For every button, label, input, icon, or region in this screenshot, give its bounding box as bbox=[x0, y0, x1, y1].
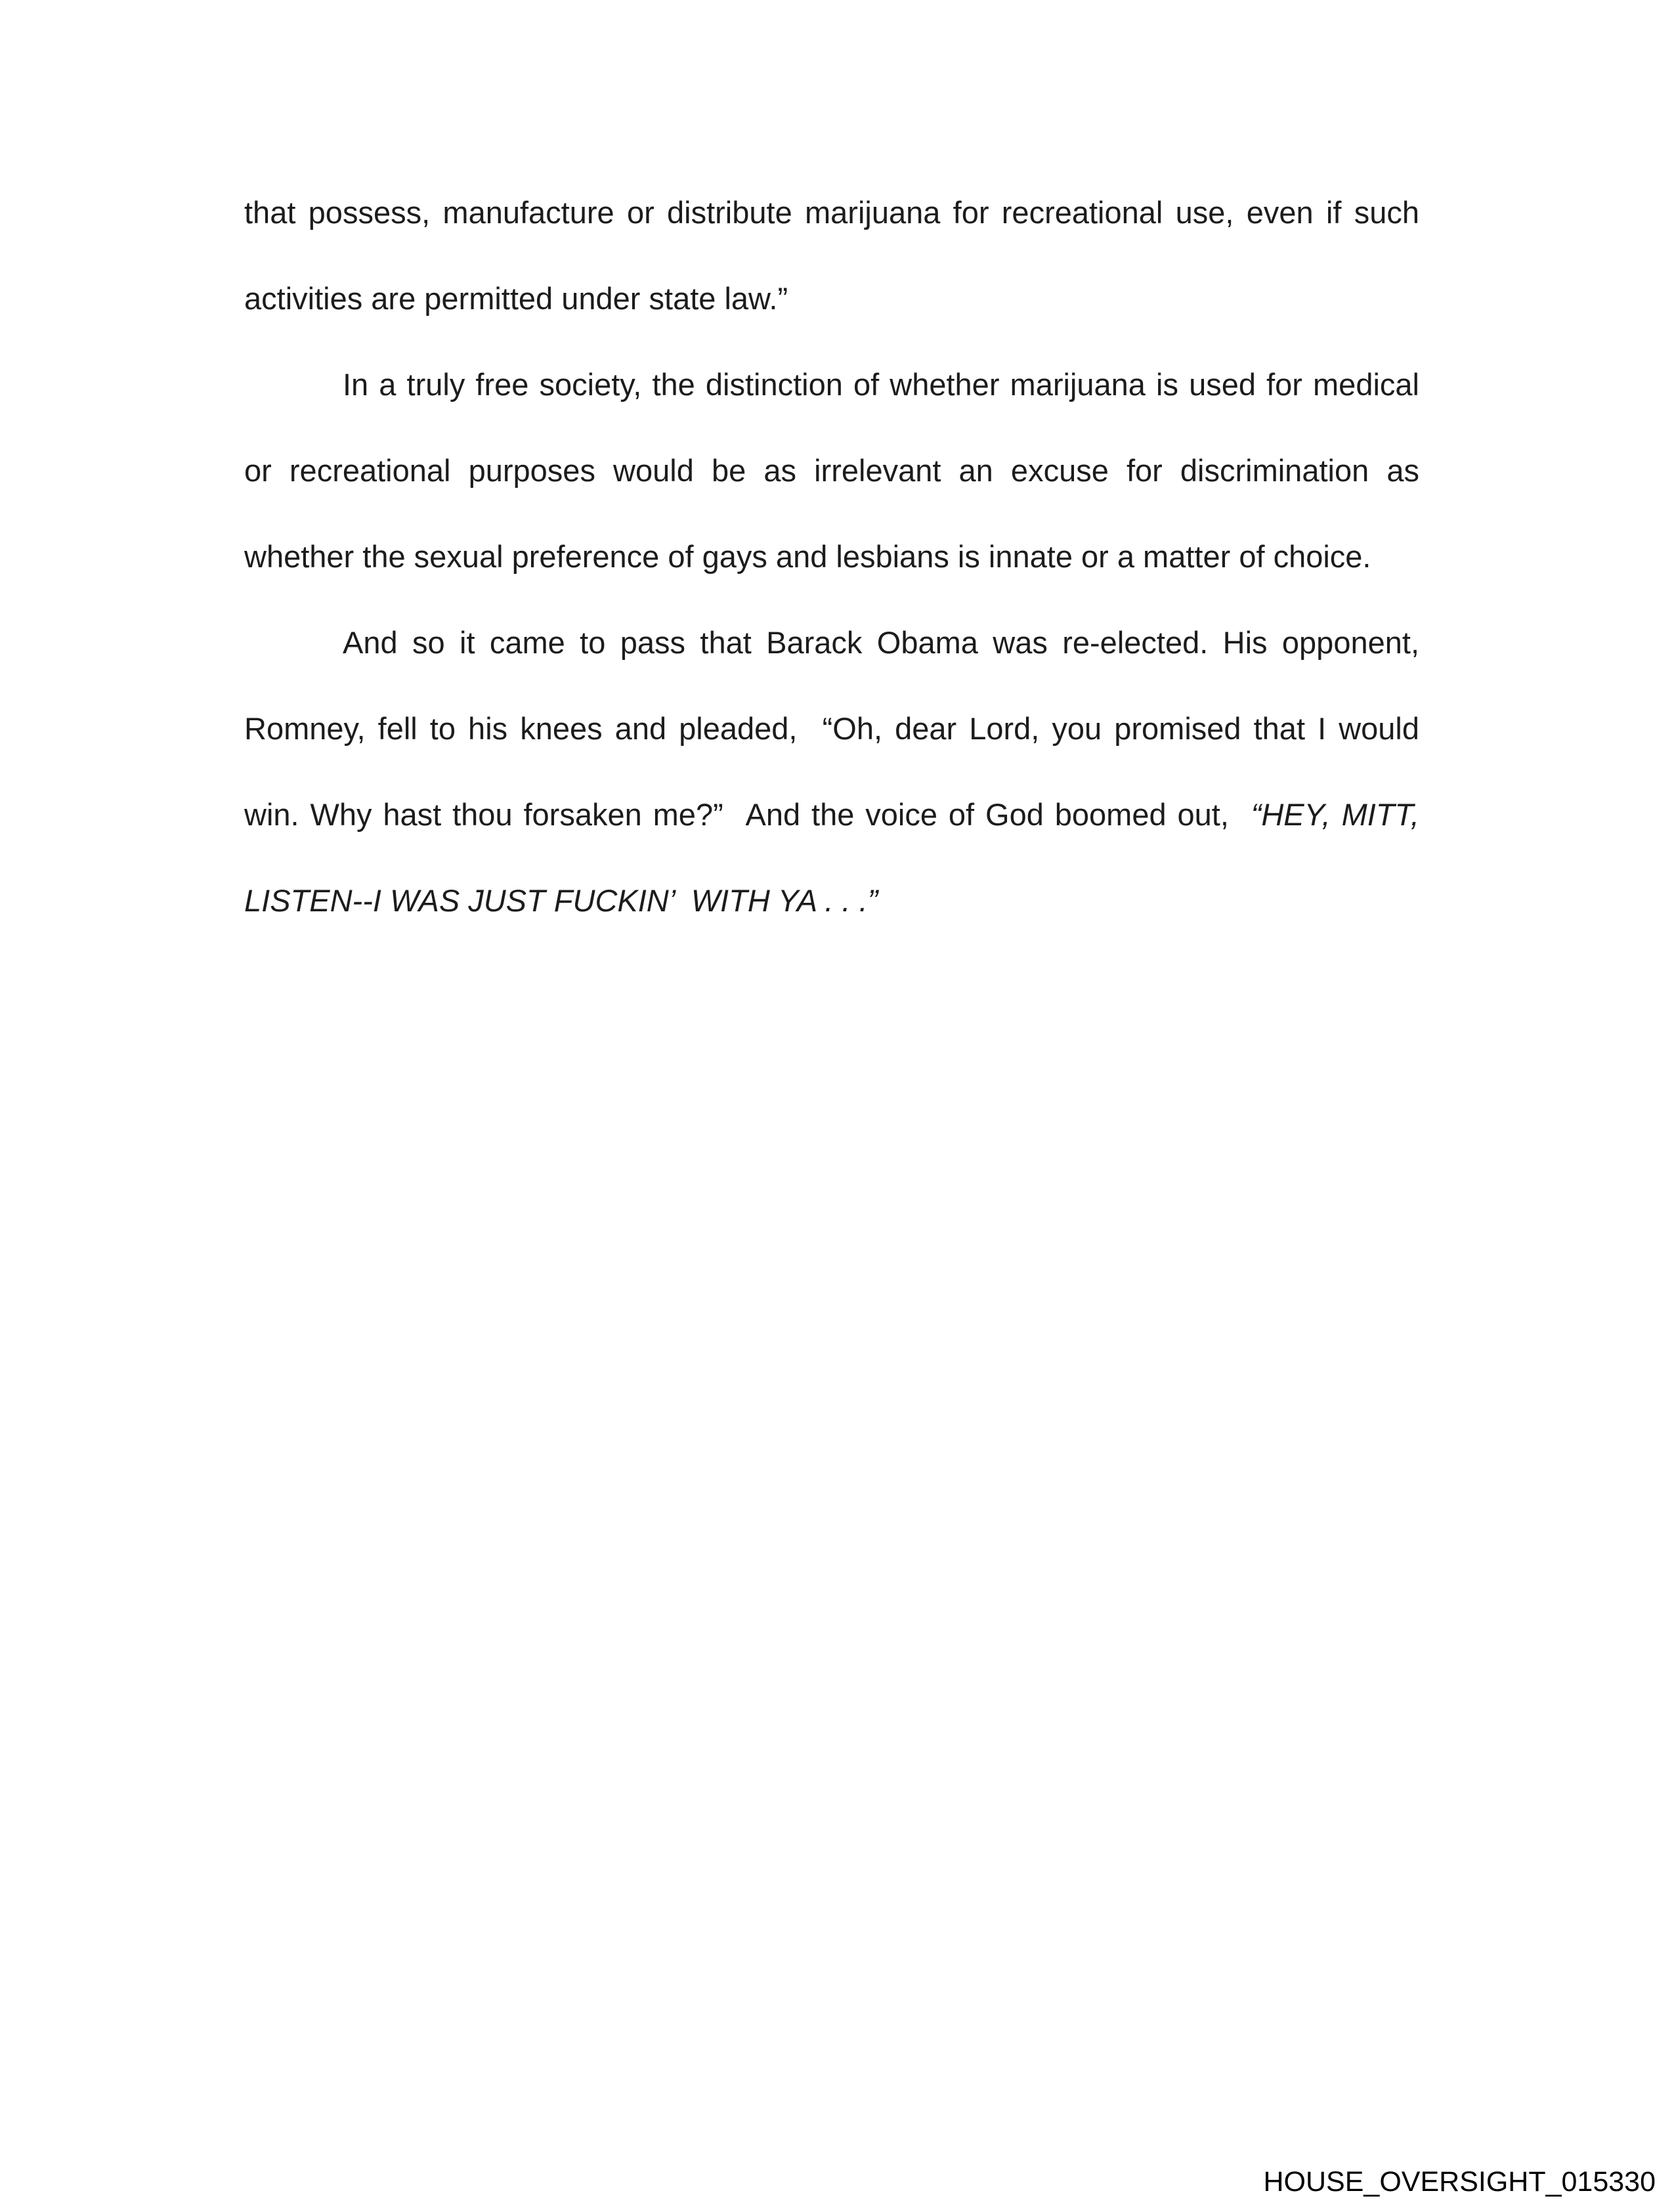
paragraph-free-society-text: In a truly free society, the distinction of whether marijuana is used for medical or recreational purposes would be as irrelevant an excuse for discrimination as whether the sexual preference of gays and lesbians is innate or a matter of choice. bbox=[244, 367, 1428, 574]
paragraph-free-society bbox=[244, 341, 1428, 599]
paragraph-obama-reelected-text: And so it came to pass that Barack Obama was re-elected. His opponent, Romney, fell to his knees and pleaded, “Oh, dear Lord, you promised that I would win. Why hast thou forsaken me?” And the voice of God boomed out, bbox=[244, 625, 1428, 832]
paragraph-continuation bbox=[244, 169, 1428, 341]
paragraph-obama-reelected-italic-quote: “HEY, MITT, LISTEN--I WAS JUST FUCKIN’ WITH YA . . .” bbox=[244, 797, 1428, 918]
paragraph-continuation-text: that possess, manufacture or distribute marijuana for recreational use, even if such activities are permitted under state law.” bbox=[244, 195, 1428, 316]
document-body bbox=[244, 169, 1428, 943]
bates-number: HOUSE_OVERSIGHT_015330 bbox=[1263, 2166, 1656, 2198]
paragraph-obama-reelected bbox=[244, 599, 1428, 943]
